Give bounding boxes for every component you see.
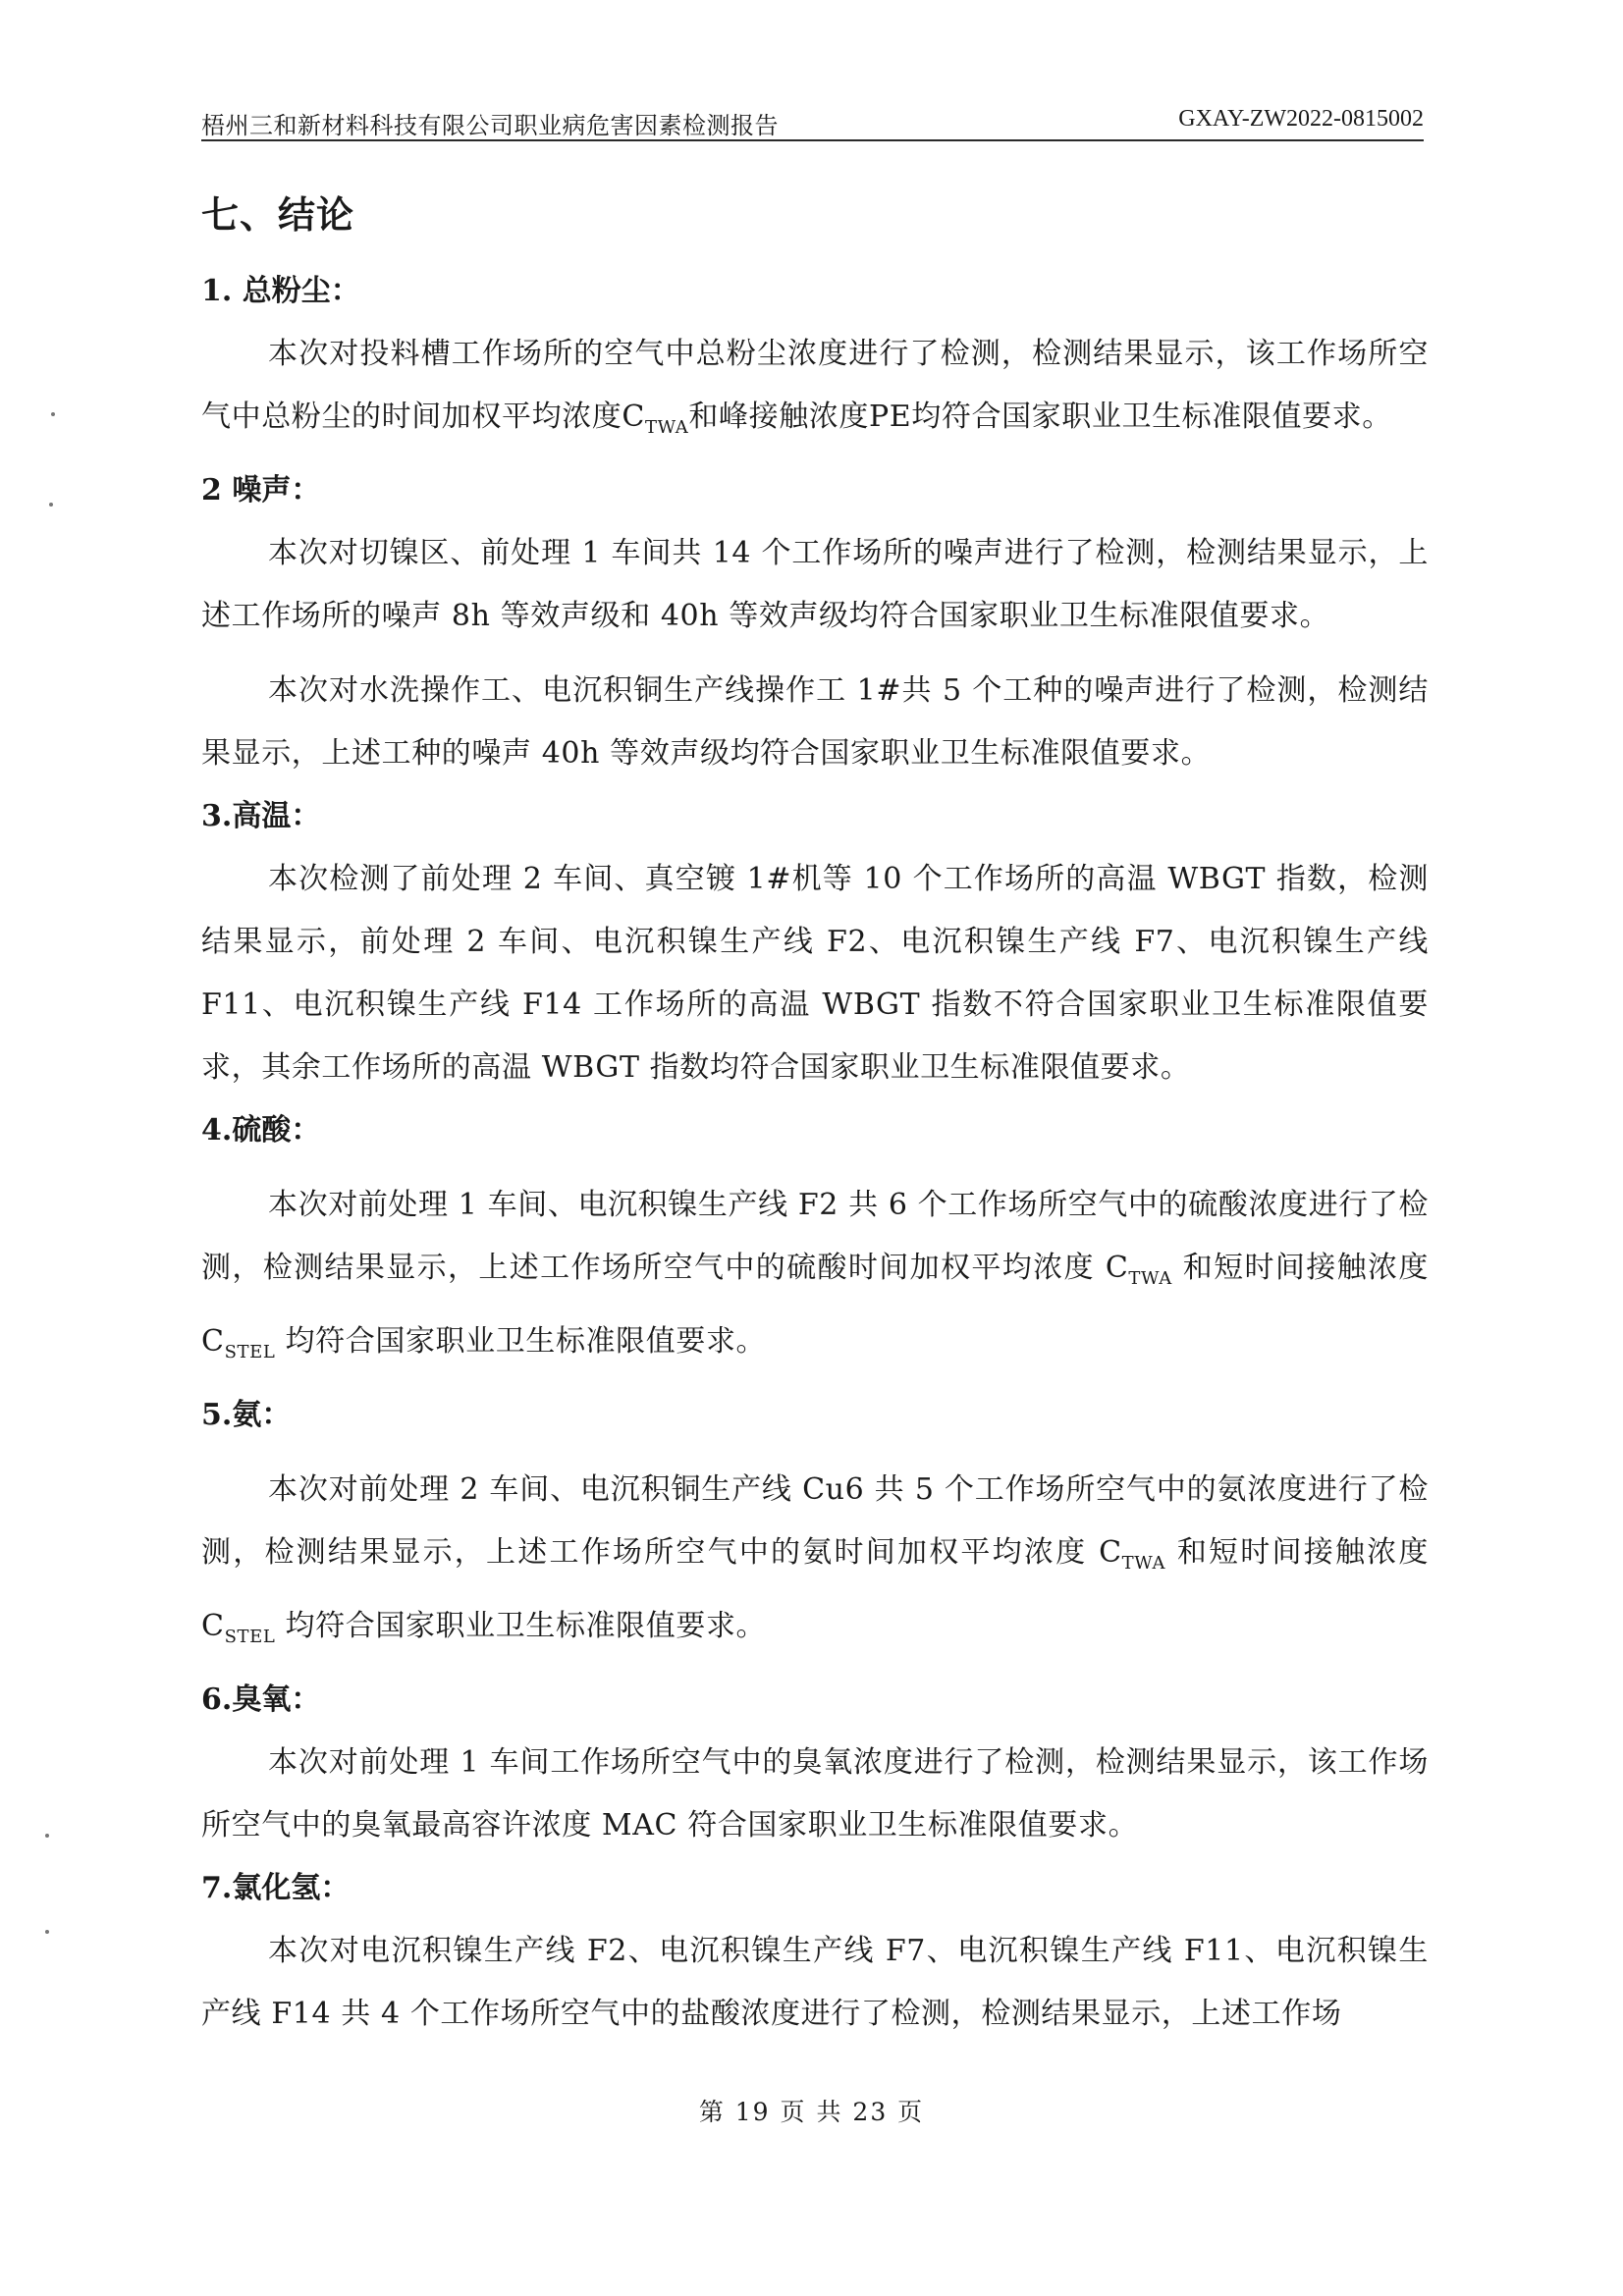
paragraph: 本次对前处理 1 车间工作场所空气中的臭氧浓度进行了检测，检测结果显示，该工作场所空气中的臭氧最高容许浓度 MAC 符合国家职业卫生标准限值要求。 (201, 1745, 1429, 1842)
subscript: STEL (224, 1627, 276, 1647)
page-header (201, 102, 1424, 141)
paragraph: 本次对水洗操作工、电沉积铜生产线操作工 1#共 5 个工种的噪声进行了检测，检测结果显示，上述工种的噪声 40h 等效声级均符合国家职业卫生标准限值要求。 (201, 673, 1429, 771)
scan-speck (45, 1930, 49, 1934)
subscript: TWA (1128, 1268, 1172, 1289)
item-hydrogen-chloride (201, 1857, 1429, 2046)
scan-speck (49, 503, 53, 507)
item-high-temperature (201, 785, 1429, 1099)
scan-speck (45, 1834, 49, 1838)
subscript: TWA (1121, 1553, 1166, 1574)
item-title: 7.氯化氢： (201, 1871, 351, 1905)
report-title: 梧州三和新材料科技有限公司职业病危害因素检测报告 (201, 112, 779, 139)
page-number: 第 19 页 共 23 页 (698, 2098, 925, 2126)
scan-speck (51, 412, 55, 416)
paragraph: 本次对切镍区、前处理 1 车间共 14 个工作场所的噪声进行了检测，检测结果显示，上述工作场所的噪声 8h 等效声级和 40h 等效声级均符合国家职业卫生标准限值要求。 (201, 536, 1429, 633)
item-title: 6.臭氧： (201, 1682, 321, 1717)
item-total-dust (201, 260, 1429, 459)
paragraph: 本次检测了前处理 2 车间、真空镀 1#机等 10 个工作场所的高温 WBGT 指数，检测结果显示，前处理 2 车间、电沉积镍生产线 F2、电沉积镍生产线 F7、电沉积镍生产线 F11、电沉积镍生产线 F14 工作场所的高温 WBGT 指数不符合国家职业卫生标准限值要求，其余工作场所的高温 WBGT 指数均符合国家职业卫生标准限值要求。 (201, 862, 1429, 1085)
subscript: STEL (224, 1342, 276, 1362)
item-ozone (201, 1669, 1429, 1857)
item-title: 4.硫酸： (201, 1113, 321, 1148)
subscript: TWA (644, 417, 689, 438)
document-body (201, 185, 1429, 2046)
item-ammonia (201, 1384, 1429, 1669)
paragraph: 本次对电沉积镍生产线 F2、电沉积镍生产线 F7、电沉积镍生产线 F11、电沉积镍生产线 F14 共 4 个工作场所空气中的盐酸浓度进行了检测，检测结果显示，上述工作场 (201, 1934, 1429, 2031)
paragraph: 本次对前处理 1 车间、电沉积镍生产线 F2 共 6 个工作场所空气中的硫酸浓度进行了检测，检测结果显示，上述工作场所空气中的硫酸时间加权平均浓度 $C_{TWA}$ 和短时间接触浓度 $C_{STEL}$ 均符合国家职业卫生标准限值要求。 (201, 1188, 1429, 1362)
item-noise (201, 459, 1429, 785)
section-title: 七、结论 (201, 192, 355, 237)
report-number: GXAY-ZW2022-0815002 (1178, 106, 1424, 132)
item-title: 5.氨： (201, 1398, 292, 1432)
item-title: 2 噪声： (201, 473, 321, 507)
item-title: 3.高温： (201, 799, 321, 833)
paragraph: 本次对投料槽工作场所的空气中总粉尘浓度进行了检测，检测结果显示，该工作场所空气中总粉尘的时间加权平均浓度$C_{TWA}$和峰接触浓度PE均符合国家职业卫生标准限值要求。 (201, 337, 1429, 438)
item-title: 1. 总粉尘： (201, 274, 360, 308)
item-sulfuric-acid (201, 1099, 1429, 1384)
paragraph: 本次对前处理 2 车间、电沉积铜生产线 Cu6 共 5 个工作场所空气中的氨浓度进行了检测，检测结果显示，上述工作场所空气中的氨时间加权平均浓度 $C_{TWA}$ 和短时间接触浓度 $C_{STEL}$ 均符合国家职业卫生标准限值要求。 (201, 1472, 1430, 1647)
